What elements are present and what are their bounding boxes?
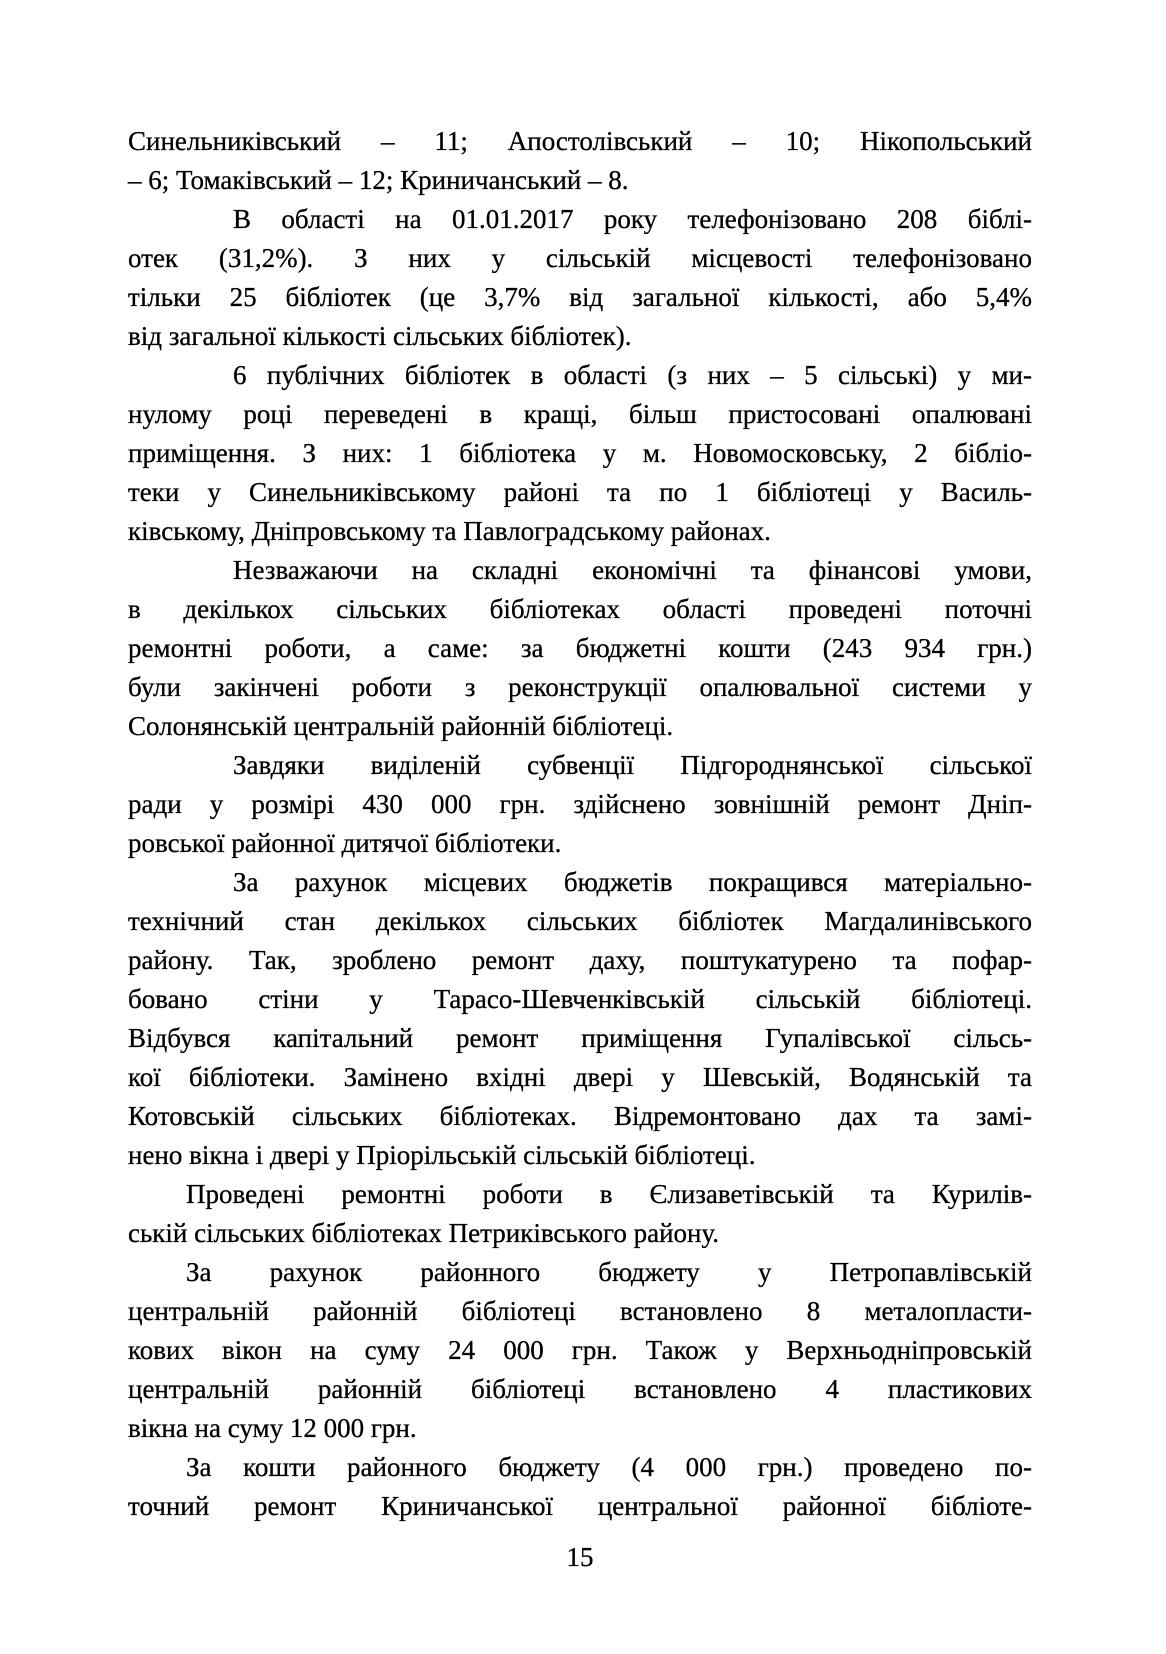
text-line: бовано стіни у Тарасо-Шевченківській сільській бібліотеці. [128,984,1032,1014]
text-line: Незважаючи на складні економічні та фінансові умови, [233,555,1032,585]
text-line: Солонянській центральній районній бібліотеці. [128,711,674,741]
text-line: – 6; Томаківський – 12; Криничанський – 8. [128,165,629,195]
paragraph [128,1253,1032,1448]
text-line: центральній районній бібліотеці встановлено 8 металопласти- [128,1296,1032,1326]
text-line: кових вікон на суму 24 000 грн. Також у Верхньодніпровській [128,1335,1032,1365]
text-line: від загальної кількості сільських бібліотек). [128,321,632,351]
paragraph [128,200,1032,356]
text-line: тільки 25 бібліотек (це 3,7% від загальної кількості, або 5,4% [128,282,1032,312]
text-line: Синельниківський – 11; Апостолівський – 10; Нікопольський [128,126,1032,156]
text-line: нулому році переведені в кращі, більш пристосовані опалювані [128,399,1032,429]
text-line: точний ремонт Криничанської центральної районної бібліоте- [128,1491,1032,1521]
text-line: Котовській сільських бібліотеках. Відремонтовано дах та замі- [128,1101,1032,1131]
text-line: були закінчені роботи з реконструкції опалювальної системи у [128,672,1032,702]
paragraph [128,863,1032,1175]
text-line: центральній районній бібліотеці встановлено 4 пластикових [128,1374,1032,1404]
text-line: За рахунок місцевих бюджетів покращився матеріально- [233,867,1032,897]
text-line: 6 публічних бібліотек в області (з них – 5 сільські) у ми- [233,360,1032,390]
text-line: В області на 01.01.2017 року телефонізовано 208 біблі- [233,204,1032,234]
text-line: Відбувся капітальний ремонт приміщення Гупалівської сільсь- [128,1023,1032,1053]
text-line: району. Так, зроблено ремонт даху, поштукатурено та пофар- [128,945,1032,975]
text-block [128,122,1032,1526]
text-line: За рахунок районного бюджету у Петропавлівській [186,1257,1032,1287]
text-line: в декількох сільських бібліотеках області проведені поточні [128,594,1032,624]
paragraph [128,356,1032,551]
text-line: кої бібліотеки. Замінено вхідні двері у Шевській, Водянській та [128,1062,1032,1092]
paragraph [128,1175,1032,1253]
paragraph [128,746,1032,863]
text-line: ровської районної дитячої бібліотеки. [128,828,562,858]
paragraph [128,1448,1032,1526]
text-line: За кошти районного бюджету (4 000 грн.) проведено по- [186,1452,1032,1482]
paragraph [128,551,1032,746]
text-line: приміщення. З них: 1 бібліотека у м. Новомосковську, 2 бібліо- [128,438,1032,468]
text-line: вікна на суму 12 000 грн. [128,1413,417,1443]
text-line: отек (31,2%). З них у сільській місцевості телефонізовано [128,243,1032,273]
text-line: ській сільських бібліотеках Петриківського району. [128,1218,720,1248]
text-line: нено вікна і двері у Пріорільській сільській бібліотеці. [128,1140,756,1170]
text-line: ремонтні роботи, а саме: за бюджетні кошти (243 934 грн.) [128,633,1032,663]
paragraph [128,122,1032,200]
text-line: ради у розмірі 430 000 грн. здійснено зовнішній ремонт Дніп- [128,789,1032,819]
text-line: Проведені ремонтні роботи в Єлизаветівській та Курилів- [186,1179,1032,1209]
text-line: технічний стан декількох сільських бібліотек Магдалинівського [128,906,1032,936]
page-number: 15 [566,1542,594,1572]
text-line: Завдяки виділеній субвенції Підгороднянської сільської [233,750,1032,780]
text-line: ківському, Дніпровському та Павлоградському районах. [128,516,771,546]
text-line: теки у Синельниківському районі та по 1 бібліотеці у Василь- [128,477,1032,507]
